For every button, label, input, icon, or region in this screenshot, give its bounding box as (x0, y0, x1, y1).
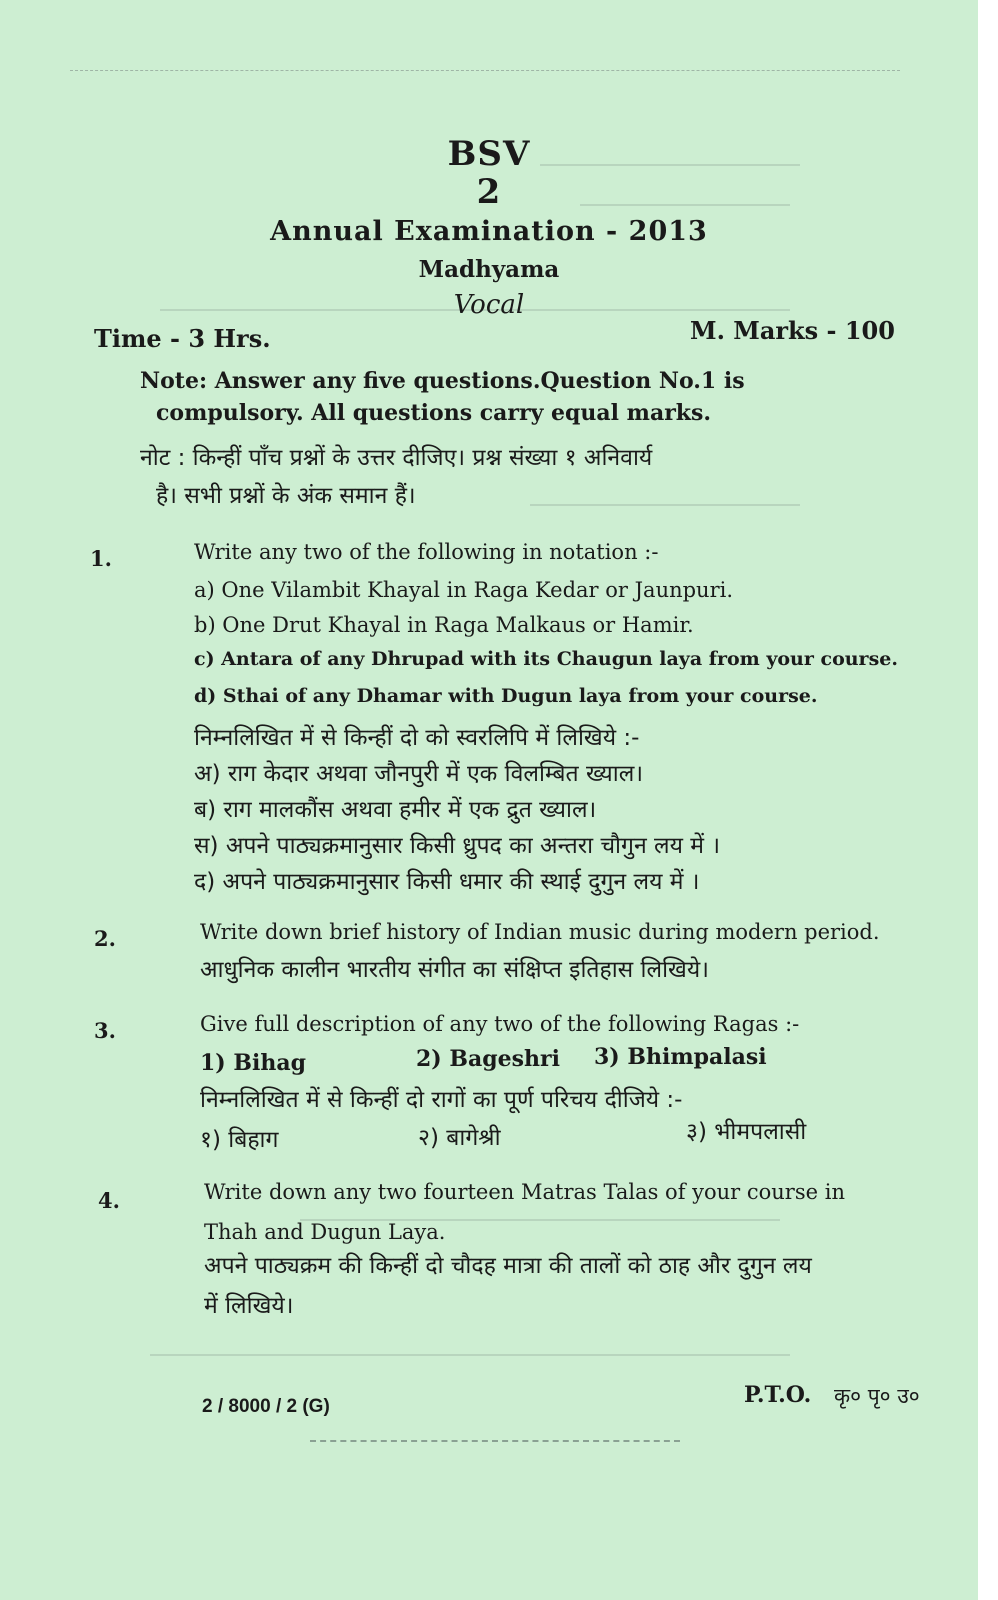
note-english-2: compulsory. All questions carry equal marks. (156, 400, 712, 426)
note-hindi-2: है। सभी प्रश्नों के अंक समान हैं। (156, 483, 416, 509)
time-allowed: Time - 3 Hrs. (94, 324, 271, 353)
question-4-line: Thah and Dugun Laya. (204, 1220, 446, 1244)
note-english-1: Note: Answer any five questions.Question No.1 is (140, 368, 745, 394)
max-marks: M. Marks - 100 (690, 316, 895, 345)
question-3-line: Give full description of any two of the following Ragas :- (200, 1012, 800, 1036)
raga-option-en: 1) Bihag (200, 1050, 306, 1076)
question-1-line: ब) राग मालकौंस अथवा हमीर में एक द्रुत ख्याल। (194, 797, 597, 823)
raga-option-en: 2) Bageshri (416, 1046, 560, 1072)
bleed-through-artifact (150, 1330, 790, 1356)
question-number: 4. (98, 1188, 120, 1213)
question-4-line: में लिखिये। (204, 1293, 294, 1319)
pto-hindi: कृ० पृ० उ० (834, 1384, 920, 1408)
question-1-line: अ) राग केदार अथवा जौनपुरी में एक विलम्बित ख्याल। (194, 761, 644, 787)
question-2-line: आधुनिक कालीन भारतीय संगीत का संक्षिप्त इतिहास लिखिये। (200, 957, 709, 983)
top-divider (70, 70, 900, 71)
level-title: Madhyama (418, 256, 560, 283)
bleed-through-artifact (530, 480, 800, 506)
exam-title: Annual Examination - 2013 (270, 216, 708, 247)
question-3-line: निम्नलिखित में से किन्हीं दो रागों का पूर्ण परिचय दीजिये :- (200, 1087, 683, 1113)
question-number: 3. (94, 1018, 116, 1043)
question-1-line: b) One Drut Khayal in Raga Malkaus or Hamir. (194, 613, 694, 637)
question-1-line: a) One Vilambit Khayal in Raga Kedar or Jaunpuri. (194, 578, 734, 602)
question-number: 2. (94, 926, 116, 951)
paper-code: BSV (447, 134, 531, 174)
question-1-line: निम्नलिखित में से किन्हीं दो को स्वरलिपि में लिखिये :- (194, 725, 640, 751)
raga-option-hi: २) बागेश्री (418, 1125, 501, 1151)
print-code: 2 / 8000 / 2 (G) (202, 1396, 330, 1417)
bottom-divider (310, 1440, 680, 1442)
question-1-line: c) Antara of any Dhrupad with its Chaugun laya from your course. (194, 648, 898, 670)
pto-english: P.T.O. (744, 1382, 812, 1408)
question-4-line: अपने पाठ्यक्रम की किन्हीं दो चौदह मात्रा की तालों को ठाह और दुगुन लय (204, 1253, 812, 1279)
raga-option-hi: ३) भीमपलासी (686, 1119, 807, 1145)
question-1-line: स) अपने पाठ्यक्रमानुसार किसी ध्रुपद का अन्तरा चौगुन लय में । (194, 833, 721, 859)
note-hindi-1: नोट : किन्हीं पाँच प्रश्नों के उत्तर दीजिए। प्रश्न संख्या १ अनिवार्य (140, 445, 653, 471)
question-1-line: d) Sthai of any Dhamar with Dugun laya from your course. (194, 685, 818, 707)
question-4-line: Write down any two fourteen Matras Talas of your course in (204, 1180, 845, 1204)
subject-title: Vocal (453, 290, 525, 320)
raga-option-en: 3) Bhimpalasi (594, 1044, 767, 1070)
question-1-line: Write any two of the following in notation :- (194, 540, 659, 564)
paper-number: 2 (476, 172, 502, 212)
raga-option-hi: १) बिहाग (200, 1127, 279, 1153)
question-1-line: द) अपने पाठ्यक्रमानुसार किसी धमार की स्थाई दुगुन लय में । (194, 869, 700, 895)
question-2-line: Write down brief history of Indian music during modern period. (200, 920, 880, 944)
question-number: 1. (90, 546, 112, 571)
